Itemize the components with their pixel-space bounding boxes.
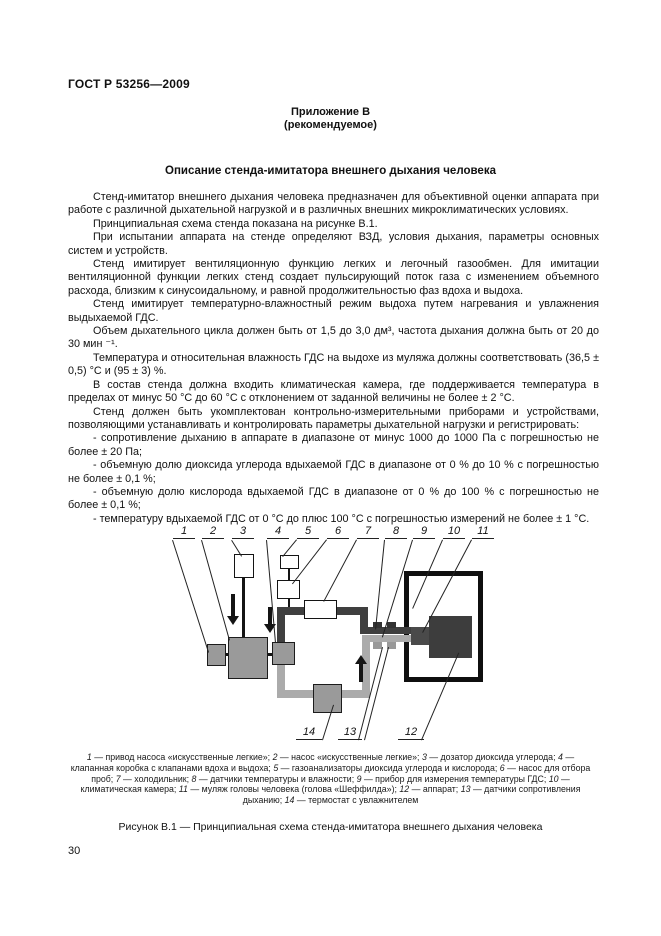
callout-leader-1 [172, 540, 209, 653]
up-arrow-icon [359, 664, 363, 682]
callout-label-5: 5 [297, 525, 319, 539]
pump-drive-box [207, 644, 226, 666]
paragraph: Стенд имитирует вентиляционную функцию легких и легочный газообмен. Для имитации вентиляционной функции легких стенд создает пульсирующий поток газа с изменением объемного расхода, близким к синусоидальному, и равной продолжительностью фаз вдоха и выдоха. [68, 258, 599, 297]
callout-label-14: 14 [296, 726, 322, 740]
callout-label-8: 8 [385, 525, 407, 539]
callout-label-4: 4 [267, 525, 289, 539]
doser-drive-line [242, 578, 245, 638]
inhale-pipe-from-head [366, 635, 414, 642]
thermostat-humidifier-box [313, 684, 342, 713]
co2-doser-box [234, 554, 254, 578]
paragraph: - сопротивление дыханию в аппарате в диапазоне от минус 1000 до 1000 Па с погрешностью не более ± 20 Па; [68, 432, 599, 458]
callout-label-2: 2 [202, 525, 224, 539]
paragraph: - объемную долю диоксида углерода вдыхаемой ГДС в диапазоне от 0 % до 10 % с погрешностью не более ± 0,1 %; [68, 459, 599, 485]
head-model-box [411, 627, 429, 645]
down-arrow-icon [231, 594, 235, 616]
paragraph: Стенд должен быть укомплектован контрольно-измерительными приборами и устройствами, позволяющими устанавливать и контролировать параметры дыхательной нагрузки и регистрировать: [68, 405, 599, 431]
paragraph: При испытании аппарата на стенде определяют ВЗД, условия дыхания, параметры основных систем и устройств. [68, 231, 599, 257]
inhale-pipe-left [277, 665, 285, 698]
page-number: 30 [68, 845, 81, 857]
paragraph: - объемную долю кислорода вдыхаемой ГДС в диапазоне от 0 % до 100 % с погрешностью не более ± 0,1 %; [68, 485, 599, 512]
exhale-pipe-to-head [360, 627, 414, 634]
callout-label-7: 7 [357, 525, 379, 539]
apparatus-box [429, 616, 472, 658]
callout-label-12: 12 [398, 726, 424, 740]
down-arrow-icon [227, 616, 239, 625]
paragraph: Стенд-имитатор внешнего дыхания человека предназначен для объективной оценки аппарата при работе с различной дыхательной нагрузкой и в различных внешних микроклиматических условиях. [68, 191, 599, 217]
callout-label-10: 10 [443, 525, 465, 539]
section-title: Описание стенда-имитатора внешнего дыхания человека [165, 165, 496, 177]
callout-label-1: 1 [173, 525, 195, 539]
callout-leader-7 [323, 540, 357, 602]
callout-label-3: 3 [232, 525, 254, 539]
artificial-lungs-pump-box [228, 637, 268, 679]
inhale-pipe-right [362, 635, 370, 698]
appendix-type-label: (рекомендуемое) [284, 119, 377, 131]
body-text [68, 191, 599, 526]
callout-label-6: 6 [327, 525, 349, 539]
figure-diagram [0, 525, 661, 755]
sampling-pump-box [277, 580, 300, 599]
cooler-box [304, 600, 337, 619]
paragraph: Объем дыхательного цикла должен быть от 1,5 до 3,0 дм³, частота дыхания должна быть от 20 до 30 мин ⁻¹. [68, 325, 599, 351]
standard-number: ГОСТ Р 53256—2009 [68, 77, 190, 91]
paragraph: Стенд имитирует температурно-влажностный режим выдоха путем нагревания и увлажнения выдыхаемой ГДС. [68, 298, 599, 324]
paragraph: Температура и относительная влажность ГДС на выдохе из муляжа должны соответствовать (36,5 ± 0,5) °С и (95 ± 3) %. [68, 351, 599, 378]
callout-leader-8 [375, 540, 385, 630]
paragraph: - температуру вдыхаемой ГДС от 0 °С до плюс 100 °С с погрешностью измерений не более ± 1 °С. [93, 512, 590, 525]
paragraph: Принципиальная схема стенда показана на рисунке В.1. [93, 217, 378, 230]
callout-label-11: 11 [472, 525, 494, 539]
appendix-label: Приложение В [290, 106, 371, 118]
callout-label-13: 13 [338, 726, 362, 740]
temp-humidity-sensor-2 [387, 622, 396, 628]
figure-caption: Рисунок В.1 — Принципиальная схема стенда-имитатора внешнего дыхания человека [118, 821, 543, 833]
up-arrow-icon [355, 655, 367, 664]
valve-box [272, 642, 295, 665]
figure-legend: 1 — привод насоса «искусственные легкие»; 2 — насос «искусственные легкие»; 3 — дозатор диоксида углерода; 4 — клапанная коробка с клапанами вдоха и выдоха; 5 — газоанализаторы диоксида углерода и кислорода; 6 — насос для отбора проб; 7 — холодильник; 8 — датчики температуры и влажности; 9 — прибор для измерения температуры ГДС; 10 — климатическая камера; 11 — муляж головы человека (голова «Шеффилда»); 12 — аппарат; 13 — датчики сопротивления дыханию; 14 — термостат с увлажнителем [70, 752, 591, 806]
exhale-pipe-left [277, 607, 285, 643]
analyzer-link-line [288, 569, 290, 580]
callout-label-9: 9 [413, 525, 435, 539]
callout-leader-2 [201, 540, 230, 640]
paragraph: В состав стенда должна входить климатическая камера, где поддерживается температура в пределах от минус 50 °С до 60 °С с отклонением от заданной величины не более ± 2 °С. [68, 378, 599, 405]
